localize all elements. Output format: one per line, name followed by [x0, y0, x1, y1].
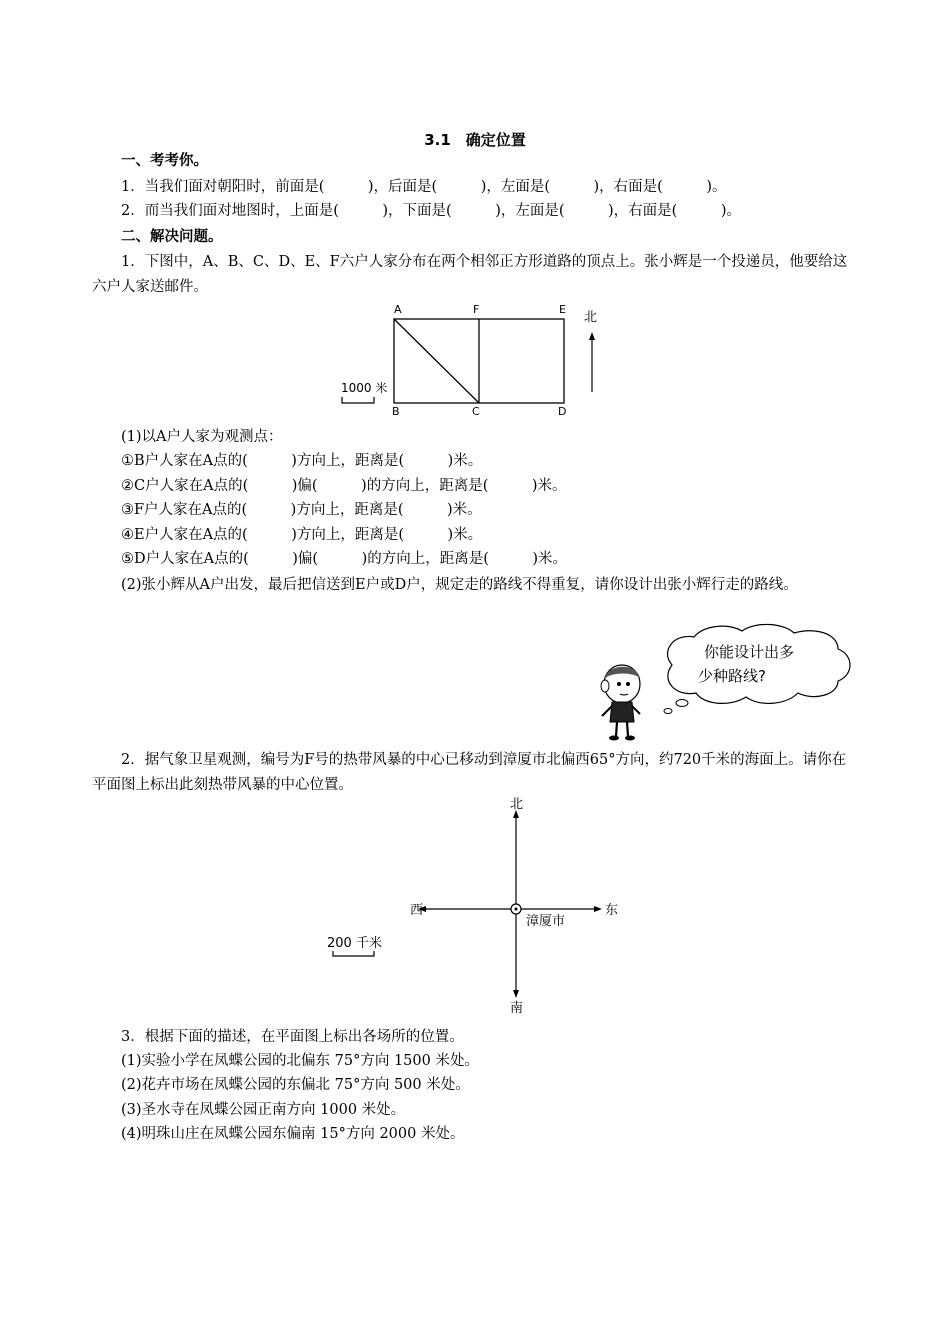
question-1: 1．当我们面对朝阳时，前面是( )，后面是( )，左面是( )，右面是( )。 — [121, 179, 727, 195]
problem-3-text: 3．根据下面的描述，在平面图上标出各场所的位置。 — [121, 1029, 464, 1045]
problem-3-item-4: (4)明珠山庄在凤蝶公园东偏南 15°方向 2000 米处。 — [121, 1126, 465, 1142]
thought-bubble — [652, 623, 872, 718]
bubble-cloud — [668, 624, 850, 703]
question-2: 2．而当我们面对地图时，上面是( )，下面是( )，左面是( )，右面是( )。 — [121, 203, 741, 219]
boy-eye-left — [617, 682, 621, 686]
cartoon-boy — [592, 660, 652, 742]
boy-eye-right — [626, 682, 630, 686]
bubble-dot-small — [664, 709, 672, 714]
city-marker-dot — [515, 908, 518, 911]
boy-shoe-right — [625, 736, 635, 741]
scale-bar — [342, 397, 374, 403]
item-5: ⑤D户人家在A点的( )偏( )的方向上，距离是( )米。 — [121, 551, 568, 567]
scale-label: 1000 米 — [341, 381, 388, 395]
boy-ear — [601, 680, 609, 692]
problem-3-item-1: (1)实验小学在凤蝶公园的北偏东 75°方向 1500 米处。 — [121, 1053, 479, 1069]
bubble-line-1: 你能设计出多 — [704, 643, 795, 661]
boy-body — [610, 702, 634, 722]
item-4: ④E户人家在A点的( )方向上，距离是( )米。 — [121, 527, 483, 543]
squares-diagram — [330, 296, 650, 426]
east-arrowhead — [594, 906, 602, 912]
problem-3-item-2: (2)花卉市场在凤蝶公园的东偏北 75°方向 500 米处。 — [121, 1077, 470, 1093]
problem-3-item-3: (3)圣水寺在凤蝶公园正南方向 1000 米处。 — [121, 1102, 406, 1118]
label-d: D — [558, 405, 567, 418]
label-a: A — [394, 303, 402, 316]
north-arrow-head — [589, 332, 595, 340]
label-b: B — [392, 405, 400, 418]
section1-heading: 一、考考你。 — [121, 153, 208, 169]
bubble-dot-large — [676, 700, 688, 707]
bubble-line-2: 少种路线? — [698, 667, 766, 685]
label-f: F — [473, 303, 480, 316]
label-e: E — [559, 303, 566, 316]
boy-leg-right — [627, 722, 628, 736]
boy-leg-left — [616, 722, 617, 736]
page-title: 3.1 确定位置 — [424, 131, 526, 149]
compass-south-label: 南 — [510, 1001, 524, 1016]
compass-north-label: 北 — [510, 797, 524, 812]
north-label: 北 — [584, 310, 598, 325]
south-arrowhead — [513, 990, 519, 998]
compass-diagram — [320, 798, 660, 1018]
compass-west-label: 西 — [410, 903, 424, 918]
sub-question-2: (2)张小辉从A户出发，最后把信送到E户或D户，规定走的路线不得重复，请你设计出张小辉行走的路线。 — [121, 577, 798, 593]
sub-question-1: (1)以A户人家为观测点： — [121, 429, 283, 445]
label-c: C — [472, 405, 480, 418]
section2-heading: 二、解决问题。 — [121, 229, 223, 245]
diagonal-road — [394, 319, 479, 403]
compass-east-label: 东 — [605, 903, 619, 918]
boy-shoe-left — [609, 736, 619, 741]
city-label: 漳厦市 — [526, 914, 566, 929]
problem-2-text: 2．据气象卫星观测，编号为F号的热带风暴的中心已移动到漳厦市北偏西65°方向，约720千米的海面上。请你在平面图上标出此刻热带风暴的中心位置。 — [92, 752, 847, 793]
item-2: ②C户人家在A点的( )偏( )的方向上，距离是( )米。 — [121, 478, 567, 494]
compass-scale-bar — [333, 951, 374, 956]
compass-scale-label: 200 千米 — [327, 936, 382, 951]
problem-1-text: 1．下图中，A、B、C、D、E、F六户人家分布在两个相邻正方形道路的顶点上。张小辉是一个投递员，他要给这六户人家送邮件。 — [92, 254, 848, 295]
item-1: ①B户人家在A点的( )方向上，距离是( )米。 — [121, 453, 483, 469]
item-3: ③F户人家在A点的( )方向上，距离是( )米。 — [121, 502, 482, 518]
